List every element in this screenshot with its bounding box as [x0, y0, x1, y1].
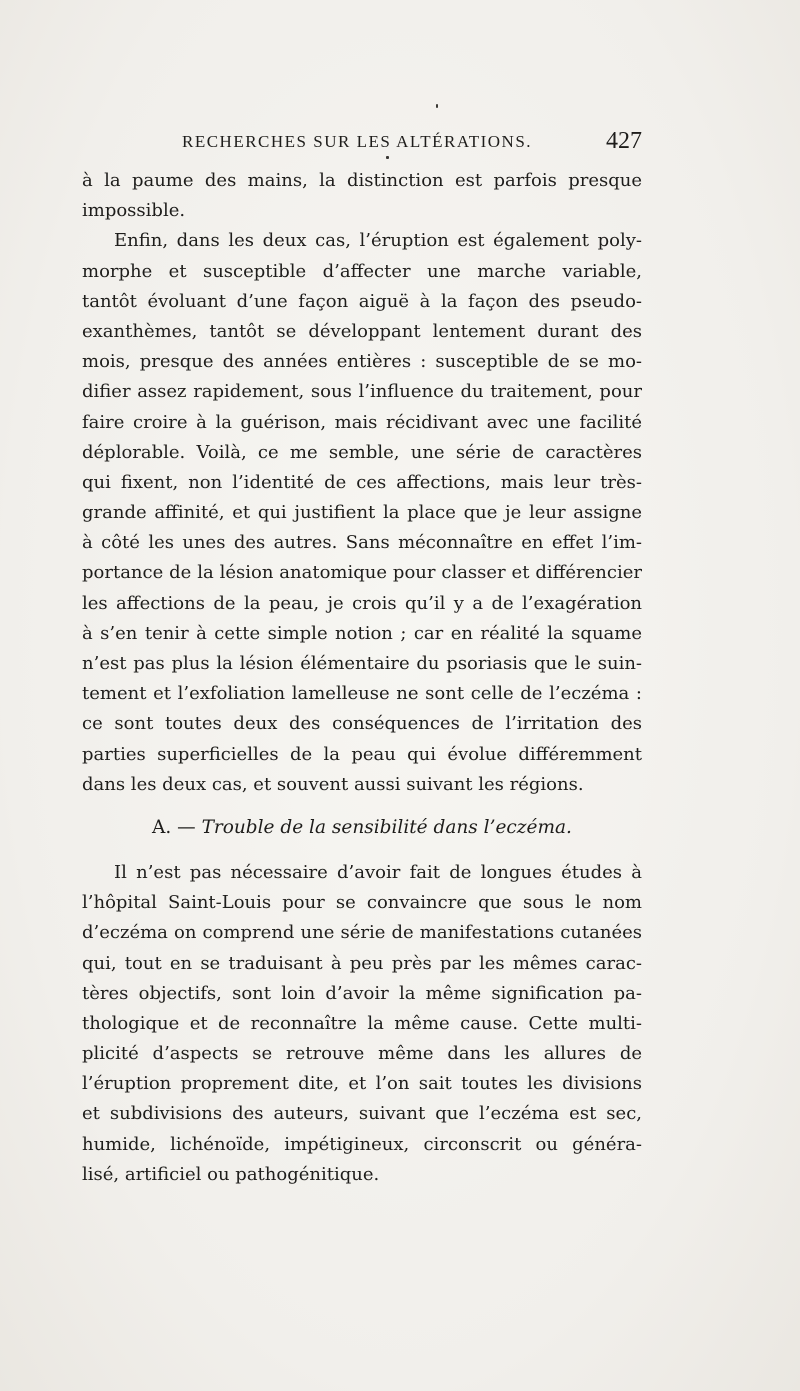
paragraph [82, 226, 642, 800]
text-line: l’hôpital Saint-Louis pour se convaincre que sous le nom [82, 892, 642, 914]
text-line: mois, presque des années entières : susceptible de se mo- [82, 351, 642, 373]
text-line: plicité d’aspects se retrouve même dans les allures de [82, 1043, 642, 1065]
text-line: n’est pas plus la lésion élémentaire du psoriasis que le suin- [82, 653, 642, 674]
running-title: RECHERCHES SUR LES ALTÉRATIONS. [182, 132, 533, 151]
text-line: faire croire à la guérison, mais récidivant avec une facilité [82, 411, 642, 433]
text-line: grande affinité, et qui justifient la place que je leur assigne [82, 502, 642, 524]
text-line: les affections de la peau, je crois qu’il y a de l’exagération [82, 592, 642, 614]
text-line: parties superficielles de la peau qui évolue différemment [82, 743, 642, 765]
paragraph [82, 166, 642, 226]
text-line: tantôt évoluant d’une façon aiguë à la façon des pseudo- [82, 290, 642, 312]
page-header [82, 130, 642, 160]
section-label: A. — [152, 816, 196, 838]
text-line: à la paume des mains, la distinction est parfois presque [82, 170, 642, 191]
text-line: tères objectifs, sont loin d’avoir la même signification pa- [82, 982, 642, 1004]
section-title: Trouble de la sensibilité dans l’eczéma. [201, 816, 572, 838]
text-line: impossible. [82, 200, 186, 222]
text-line: Enfin, dans les deux cas, l’éruption est également poly- [114, 230, 642, 252]
text-line: dans les deux cas, et souvent aussi suivant les régions. [82, 773, 584, 795]
text-line: ce sont toutes deux des conséquences de l’irritation des [82, 713, 642, 735]
ink-speck [436, 104, 438, 108]
text-line: thologique et de reconnaître la même cause. Cette multi- [82, 1012, 642, 1034]
text-line: et subdivisions des auteurs, suivant que l’eczéma est sec, [82, 1103, 642, 1125]
text-line: à côté les unes des autres. Sans méconnaître en effet l’im- [82, 532, 642, 554]
text-line: Il n’est pas nécessaire d’avoir fait de longues études à [114, 861, 642, 883]
text-line: qui, tout en se traduisant à peu près par les mêmes carac- [82, 952, 642, 974]
text-line: lisé, artificiel ou pathogénitique. [82, 1163, 380, 1185]
text-line: exanthèmes, tantôt se développant lentement durant des [82, 320, 642, 342]
text-line: qui fixent, non l’identité de ces affections, mais leur très- [82, 471, 642, 493]
body-text [82, 166, 642, 1190]
text-line: humide, lichénoïde, impétigineux, circonscrit ou généra- [82, 1133, 642, 1155]
text-line: d’eczéma on comprend une série de manifestations cutanées [82, 922, 642, 944]
text-line: portance de la lésion anatomique pour classer et différencier [82, 562, 642, 584]
page-number: 427 [606, 128, 642, 154]
text-line: déplorable. Voilà, ce me semble, une série de caractères [82, 441, 642, 463]
text-line: tement et l’exfoliation lamelleuse ne sont celle de l’eczéma : [82, 683, 642, 705]
section-heading [82, 804, 642, 852]
text-line: difier assez rapidement, sous l’influence du traitement, pour [82, 381, 642, 403]
text-line: l’éruption proprement dite, et l’on sait toutes les divisions [82, 1073, 642, 1095]
text-line: morphe et susceptible d’affecter une marche variable, [82, 260, 642, 282]
paragraph [82, 858, 642, 1190]
text-line: à s’en tenir à cette simple notion ; car en réalité la squame [82, 622, 642, 644]
